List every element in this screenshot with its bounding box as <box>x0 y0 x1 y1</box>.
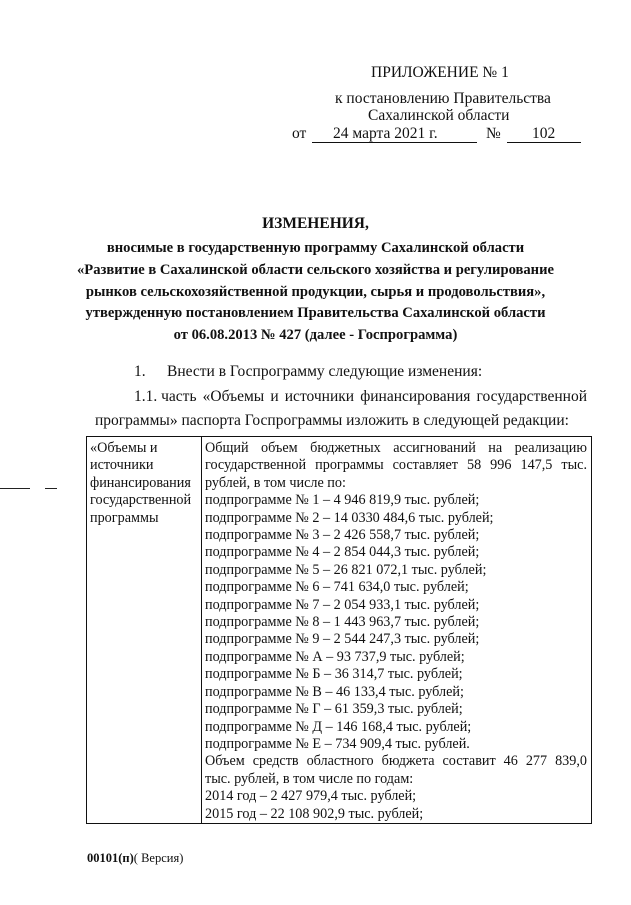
subprogram-line: подпрограмме № 8 – 1 443 963,7 тыс. рублей; <box>205 614 480 631</box>
title-line-3: рынков сельскохозяйственной продукции, сырья и продовольствия», <box>85 284 546 300</box>
title-line-5: от 06.08.2013 № 427 (далее - Госпрограмма) <box>173 327 458 343</box>
year-line: 2014 год – 2 427 979,4 тыс. рублей; <box>205 788 417 805</box>
regional-budget-line: тыс. рублей, в том числе по годам: <box>205 770 414 787</box>
subprogram-line: подпрограмме № 2 – 14 0330 484,6 тыс. рублей; <box>205 509 494 526</box>
word: источники <box>284 388 355 405</box>
word: финансирования <box>360 388 471 405</box>
number-label: № <box>486 125 501 142</box>
value-line: государственной программы составляет 58 996 147,5 тыс. <box>205 457 587 474</box>
label-cell <box>87 437 202 824</box>
word: и <box>270 388 279 405</box>
subprogram-line: подпрограмме № Б – 36 314,7 тыс. рублей; <box>205 666 463 683</box>
value-line: рублей, в том числе по: <box>205 474 346 491</box>
year-line: 2015 год – 22 108 902,9 тыс. рублей; <box>205 805 424 822</box>
item-1-1-line-2: программы» паспорта Госпрограммы изложить в следующей редакции: <box>95 412 569 429</box>
label-line: источники <box>90 457 154 474</box>
subprogram-line: подпрограмме № В – 46 133,4 тыс. рублей; <box>205 683 464 700</box>
document-footer <box>87 851 183 866</box>
subprogram-line: подпрограмме № 4 – 2 854 044,3 тыс. рублей; <box>205 544 480 561</box>
subprogram-line: подпрограмме № Е – 734 909,4 тыс. рублей. <box>205 735 470 752</box>
subprogram-line: подпрограмме № А – 93 737,9 тыс. рублей; <box>205 648 465 665</box>
value-cell <box>202 437 592 824</box>
word: 1.1. часть <box>134 388 197 405</box>
resolution-line: к постановлению Правительства <box>335 90 551 107</box>
document-code: 00101(п) <box>87 851 134 865</box>
item-1-1-line-1 <box>134 388 587 406</box>
subprogram-line: подпрограмме № 5 – 26 821 072,1 тыс. рублей; <box>205 561 487 578</box>
resolution-date: 24 марта 2021 г. <box>333 125 438 142</box>
label-line: государственной <box>90 492 192 509</box>
appendix-title: ПРИЛОЖЕНИЕ № 1 <box>371 64 509 81</box>
title-line-4: утвержденную постановлением Правительства Сахалинской области <box>85 305 546 321</box>
word: «Объемы <box>202 388 265 405</box>
word: государственной <box>476 388 587 405</box>
title-line-1: вносимые в государственную программу Сахалинской области <box>106 240 525 256</box>
subprogram-line: подпрограмме № 1 – 4 946 819,9 тыс. рублей; <box>205 492 480 509</box>
label-line: «Объемы и <box>90 440 158 456</box>
subprogram-line: подпрограмме № Д – 146 168,4 тыс. рублей; <box>205 718 472 735</box>
label-line: финансирования <box>90 474 191 491</box>
date-label: от <box>292 125 307 142</box>
subprogram-line: подпрограмме № 9 – 2 544 247,3 тыс. рублей; <box>205 631 480 648</box>
item-1-text: Внести в Госпрограмму следующие изменения: <box>167 363 483 380</box>
margin-dash <box>0 488 30 489</box>
title-line-2: «Развитие в Сахалинской области сельского хозяйства и регулирование <box>77 262 554 278</box>
resolution-number: 102 <box>532 125 556 142</box>
document-version: ( Версия) <box>133 851 184 865</box>
regional-budget-line: Объем средств областного бюджета составит 46 277 839,0 <box>205 753 587 770</box>
region-line: Сахалинской области <box>368 107 510 124</box>
margin-dash <box>45 488 57 489</box>
subprogram-line: подпрограмме № 6 – 741 634,0 тыс. рублей; <box>205 579 469 596</box>
table-row <box>87 437 592 824</box>
passport-table <box>86 436 592 824</box>
subprogram-line: подпрограмме № 3 – 2 426 558,7 тыс. рублей; <box>205 527 480 544</box>
subprogram-line: подпрограмме № 7 – 2 054 933,1 тыс. рублей; <box>205 596 480 613</box>
label-line: программы <box>90 509 159 526</box>
item-1-number: 1. <box>134 363 146 380</box>
value-line: Общий объем бюджетных ассигнований на реализацию <box>205 440 587 456</box>
doc-heading: ИЗМЕНЕНИЯ, <box>262 215 369 232</box>
subprogram-line: подпрограмме № Г – 61 359,3 тыс. рублей; <box>205 701 463 718</box>
